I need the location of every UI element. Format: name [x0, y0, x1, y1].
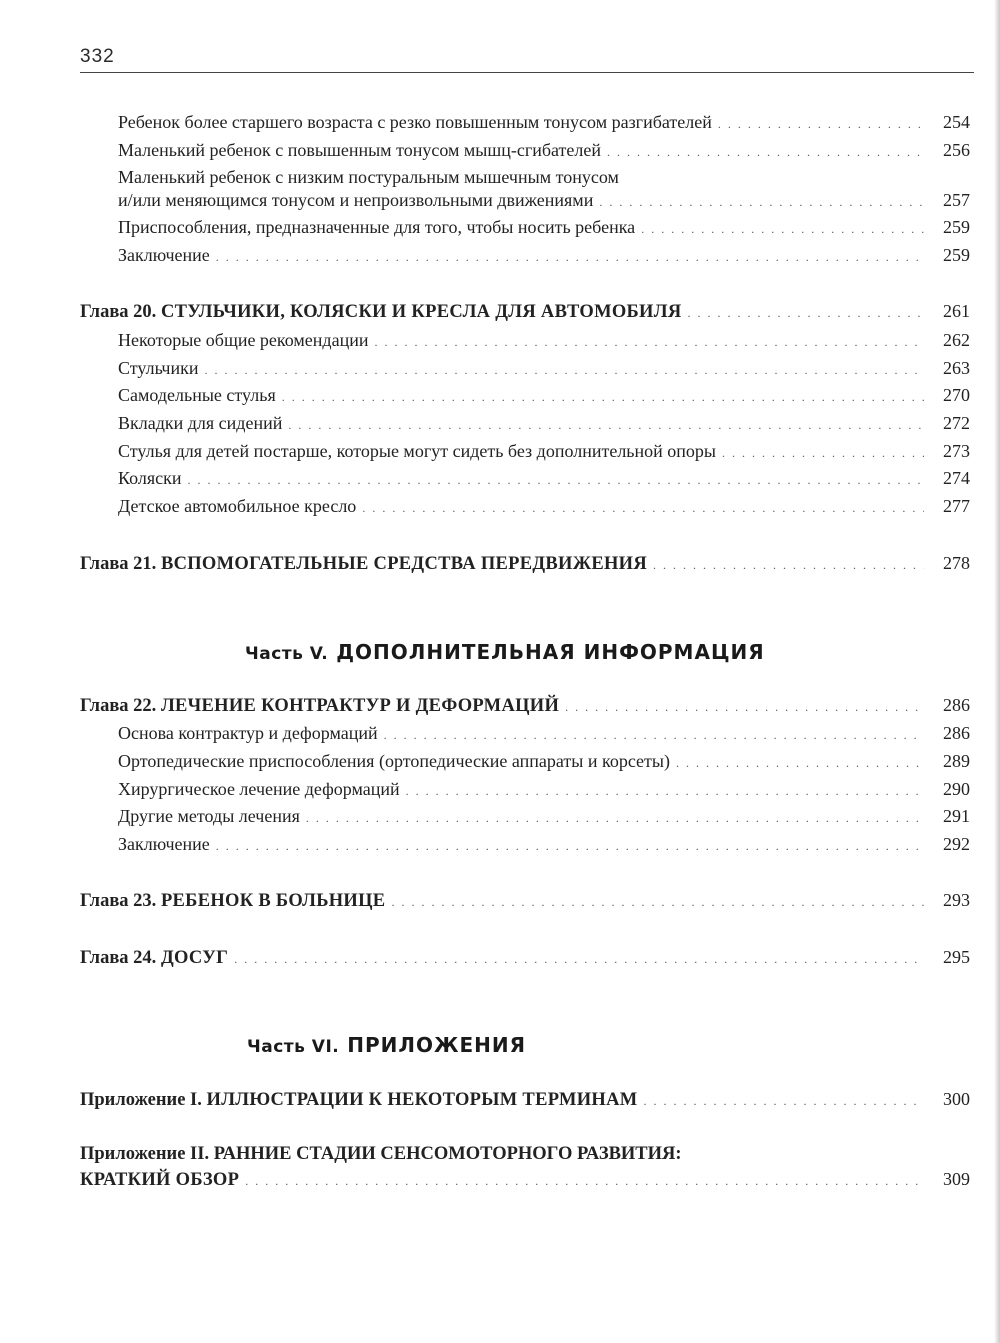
entry-title: Стулья для детей постарше, которые могут сидеть без дополнительной опоры: [118, 441, 716, 461]
entry-page: 290: [943, 779, 970, 799]
chapter-title: ВСПОМОГАТЕЛЬНЫЕ СРЕДСТВА ПЕРЕДВИЖЕНИЯ: [160, 554, 648, 574]
dot-leader: [718, 113, 924, 135]
dot-leader: [245, 1170, 924, 1192]
entry-title: Коляски: [118, 468, 182, 488]
dot-leader: [374, 331, 924, 353]
entry-page: 270: [943, 385, 970, 405]
dot-leader: [216, 835, 924, 857]
toc-entry[interactable]: [118, 139, 970, 163]
toc-entry[interactable]: [118, 833, 970, 857]
entry-title: Приспособления, предназначенные для того, чтобы носить ребенка: [118, 217, 636, 237]
toc-entry[interactable]: [118, 778, 970, 802]
entry-page: 286: [943, 723, 970, 743]
toc-entry[interactable]: [118, 722, 970, 746]
toc-entry[interactable]: [118, 329, 970, 353]
header-rule: [80, 72, 974, 73]
chapter-page: 293: [943, 890, 970, 910]
entry-title: Заключение: [118, 245, 210, 265]
toc-entry[interactable]: [118, 384, 970, 408]
toc-chapter[interactable]: [80, 946, 970, 970]
dot-leader: [565, 696, 924, 718]
appendix-label: Приложение II.: [80, 1144, 210, 1164]
toc-chapter[interactable]: [80, 889, 970, 913]
entry-page: 263: [943, 358, 970, 378]
toc-entry[interactable]: [118, 467, 970, 491]
chapter-title: РЕБЕНОК В БОЛЬНИЦЕ: [160, 891, 386, 911]
entry-title: Самодельные стулья: [118, 385, 276, 405]
entry-page: 292: [943, 834, 970, 854]
chapter-label: Глава 23.: [80, 891, 157, 911]
dot-leader: [288, 414, 924, 436]
dot-leader: [406, 780, 924, 802]
entry-title: Ортопедические приспособления (ортопедические аппараты и корсеты): [118, 751, 670, 771]
entry-title: Другие методы лечения: [118, 806, 300, 826]
dot-leader: [362, 497, 924, 519]
dot-leader: [391, 891, 924, 913]
chapter-label: Глава 22.: [80, 696, 157, 716]
toc-appendix[interactable]: [80, 1168, 970, 1192]
chapter-label: Глава 21.: [80, 554, 157, 574]
toc-entry[interactable]: [118, 495, 970, 519]
entry-title: Стульчики: [118, 358, 199, 378]
appendix-label: Приложение I.: [80, 1090, 202, 1110]
entry-title: Маленький ребенок с повышенным тонусом мышц-сгибателей: [118, 140, 601, 160]
entry-page: 273: [943, 441, 970, 461]
toc-entry[interactable]: [118, 805, 970, 829]
dot-leader: [306, 807, 924, 829]
chapter-label: Глава 20.: [80, 302, 157, 322]
dot-leader: [216, 246, 924, 268]
entry-page: 291: [943, 806, 970, 826]
chapter-title: ЛЕЧЕНИЕ КОНТРАКТУР И ДЕФОРМАЦИЙ: [160, 696, 560, 716]
entry-page: 289: [943, 751, 970, 771]
page-edge-shadow: [994, 0, 1000, 1343]
entry-page: 254: [943, 112, 970, 132]
page-number: 332: [80, 46, 115, 67]
chapter-page: 261: [943, 301, 970, 321]
toc-entry[interactable]: [118, 750, 970, 774]
toc-chapter[interactable]: [80, 300, 970, 324]
appendix-page: 300: [943, 1089, 970, 1109]
toc-entry[interactable]: [118, 357, 970, 381]
entry-page: 262: [943, 330, 970, 350]
entry-title: Основа контрактур и деформаций: [118, 723, 378, 743]
toc-entry[interactable]: [118, 189, 970, 213]
dot-leader: [688, 302, 925, 324]
chapter-page: 278: [943, 553, 970, 573]
part-title: ПРИЛОЖЕНИЯ: [347, 1033, 526, 1057]
toc-chapter[interactable]: [80, 552, 970, 576]
dot-leader: [384, 724, 924, 746]
toc-entry[interactable]: [118, 216, 970, 240]
entry-title: Вкладки для сидений: [118, 413, 283, 433]
chapter-page: 295: [943, 947, 970, 967]
appendix-title: КРАТКИЙ ОБЗОР: [80, 1170, 240, 1190]
dot-leader: [641, 218, 924, 240]
entry-page: 256: [943, 140, 970, 160]
toc-entry[interactable]: [118, 111, 970, 135]
chapter-title: ДОСУГ: [160, 948, 229, 968]
toc-appendix[interactable]: [80, 1088, 970, 1112]
entry-title-line1[interactable]: Маленький ребенок с низким постуральным мышечным тонусом: [118, 167, 619, 187]
dot-leader: [599, 191, 924, 213]
toc-entry[interactable]: [118, 412, 970, 436]
appendix-title-part1: РАННИЕ СТАДИИ СЕНСОМОТОРНОГО РАЗВИТИЯ:: [213, 1144, 682, 1164]
dot-leader: [644, 1090, 924, 1112]
entry-page: 274: [943, 468, 970, 488]
dot-leader: [234, 948, 924, 970]
dot-leader: [282, 386, 924, 408]
chapter-label: Глава 24.: [80, 948, 157, 968]
entry-title: Ребенок более старшего возраста с резко повышенным тонусом разгибателей: [118, 112, 712, 132]
entry-title: Заключение: [118, 834, 210, 854]
entry-title: Некоторые общие рекомендации: [118, 330, 369, 350]
toc-chapter[interactable]: [80, 694, 970, 718]
part-v-heading: [245, 640, 765, 664]
chapter-title: СТУЛЬЧИКИ, КОЛЯСКИ И КРЕСЛА ДЛЯ АВТОМОБИЛЯ: [160, 302, 682, 322]
chapter-page: 286: [943, 695, 970, 715]
entry-page: 272: [943, 413, 970, 433]
entry-title: Детское автомобильное кресло: [118, 496, 357, 516]
part-title: ДОПОЛНИТЕЛЬНАЯ ИНФОРМАЦИЯ: [336, 640, 765, 664]
entry-page: 277: [943, 496, 970, 516]
dot-leader: [676, 752, 924, 774]
part-vi-heading: [247, 1033, 526, 1057]
part-prefix: Часть V.: [245, 644, 329, 664]
appendix-page: 309: [943, 1169, 970, 1189]
appendix-title: ИЛЛЮСТРАЦИИ К НЕКОТОРЫМ ТЕРМИНАМ: [206, 1090, 638, 1110]
dot-leader: [188, 469, 924, 491]
toc-entry[interactable]: [118, 440, 970, 464]
entry-page: 259: [943, 245, 970, 265]
entry-title: Хирургическое лечение деформаций: [118, 779, 400, 799]
entry-title: и/или меняющимся тонусом и непроизвольными движениями: [118, 190, 594, 210]
appendix-title-line1[interactable]: [80, 1143, 682, 1165]
entry-page: 259: [943, 217, 970, 237]
dot-leader: [653, 554, 924, 576]
dot-leader: [607, 141, 924, 163]
dot-leader: [205, 359, 925, 381]
part-prefix: Часть VI.: [247, 1037, 340, 1057]
dot-leader: [722, 442, 924, 464]
toc-entry[interactable]: [118, 244, 970, 268]
entry-page: 257: [943, 190, 970, 210]
